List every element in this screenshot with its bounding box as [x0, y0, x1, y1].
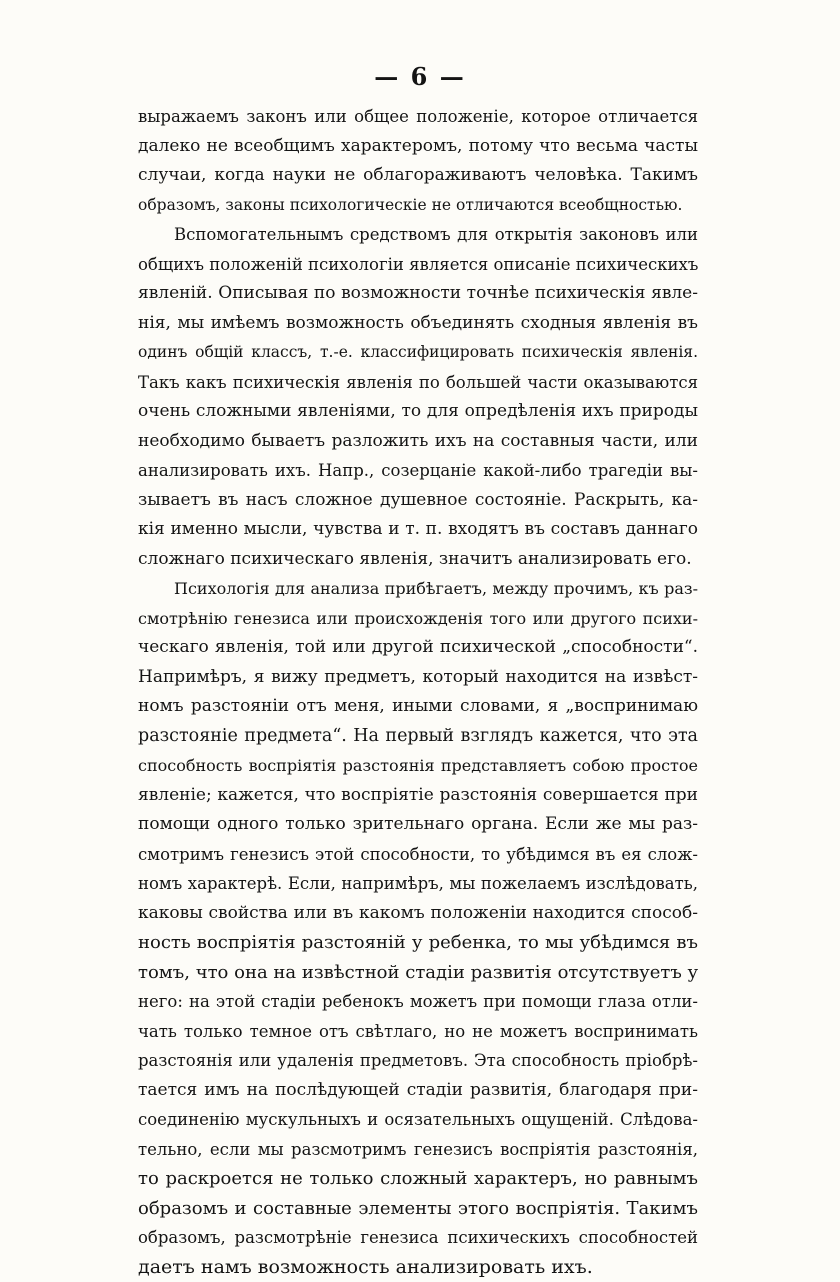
text-line: соединенію мускульныхъ и осязательныхъ ощущеній. Слѣдова- — [138, 1105, 698, 1135]
text-line: кія именно мысли, чувства и т. п. входятъ въ составъ даннаго — [138, 515, 698, 545]
text-line: номъ характерѣ. Если, напримѣръ, мы пожелаемъ изслѣдовать, — [138, 869, 698, 899]
text-line: чать только темное отъ свѣтлаго, но не можетъ воспринимать — [138, 1017, 698, 1047]
text-line: смотрѣнію генезиса или происхожденія того или другого психи- — [138, 604, 698, 634]
text-line: образомъ и составные элементы этого воспріятія. Такимъ — [138, 1194, 698, 1224]
text-line: каковы свойства или въ какомъ положеніи находится способ- — [138, 899, 698, 929]
text-line: одинъ общій классъ, т.-е. классифицировать психическія явленія. — [138, 338, 698, 368]
paragraph-1 — [138, 102, 698, 220]
text-line: очень сложными явленіями, то для опредѣленія ихъ природы — [138, 397, 698, 427]
text-line: тельно, если мы разсмотримъ генезисъ воспріятія разстоянія, — [138, 1135, 698, 1165]
paragraph-2 — [138, 220, 698, 574]
text-line: ческаго явленія, той или другой психической „способности“. — [138, 633, 698, 663]
text-line: тается имъ на послѣдующей стадіи развитія, благодаря при- — [138, 1076, 698, 1106]
paragraph-3 — [138, 574, 698, 1282]
text-line: номъ разстояніи отъ меня, иными словами, я „воспринимаю — [138, 692, 698, 722]
text-line: явленій. Описывая по возможности точнѣе психическія явле- — [138, 279, 698, 309]
text-line: далеко не всеобщимъ характеромъ, потому что весьма часты — [138, 132, 698, 162]
text-line: явленіе; кажется, что воспріятіе разстоянія совершается при — [138, 781, 698, 811]
text-line: зываетъ въ насъ сложное душевное состояніе. Раскрыть, ка- — [138, 486, 698, 516]
text-line: ность воспріятія разстояній у ребенка, то мы убѣдимся въ — [138, 928, 698, 958]
text-line: способность воспріятія разстоянія представляетъ собою простое — [138, 751, 698, 781]
body-text — [138, 102, 698, 1282]
text-line: томъ, что она на извѣстной стадіи развитія отсутствуетъ у — [138, 958, 698, 988]
text-line: помощи одного только зрительнаго органа. Если же мы раз- — [138, 810, 698, 840]
text-line: анализировать ихъ. Напр., созерцаніе какой-либо трагедіи вы- — [138, 456, 698, 486]
text-line: случаи, когда науки не облагораживаютъ человѣка. Такимъ — [138, 161, 698, 191]
text-line: него: на этой стадіи ребенокъ можетъ при помощи глаза отли- — [138, 987, 698, 1017]
text-line: сложнаго психическаго явленія, значитъ анализировать его. — [138, 545, 698, 575]
text-line: смотримъ генезисъ этой способности, то убѣдимся въ ея слож- — [138, 840, 698, 870]
text-line: то раскроется не только сложный характеръ, но равнымъ — [138, 1164, 698, 1194]
text-line: Психологія для анализа прибѣгаетъ, между прочимъ, къ раз- — [138, 574, 698, 604]
text-line: разстояніе предмета“. На первый взглядъ кажется, что эта — [138, 722, 698, 752]
text-line: разстоянія или удаленія предметовъ. Эта способность пріобрѣ- — [138, 1046, 698, 1076]
text-line: выражаемъ законъ или общее положеніе, которое отличается — [138, 102, 698, 132]
text-line: образомъ, законы психологическіе не отличаются всеобщностью. — [138, 191, 698, 221]
page-number: — 6 — — [0, 62, 840, 91]
text-line: Вспомогательнымъ средствомъ для открытія законовъ или — [138, 220, 698, 250]
text-line: образомъ, разсмотрѣніе генезиса психическихъ способностей — [138, 1223, 698, 1253]
text-line: общихъ положеній психологіи является описаніе психическихъ — [138, 250, 698, 280]
text-line: необходимо бываетъ разложить ихъ на составныя части, или — [138, 427, 698, 457]
text-line: Напримѣръ, я вижу предметъ, который находится на извѣст- — [138, 663, 698, 693]
text-line: нія, мы имѣемъ возможность объединять сходныя явленія въ — [138, 309, 698, 339]
text-line: Такъ какъ психическія явленія по большей части оказываются — [138, 368, 698, 398]
text-line: даетъ намъ возможность анализировать ихъ. — [138, 1253, 698, 1282]
